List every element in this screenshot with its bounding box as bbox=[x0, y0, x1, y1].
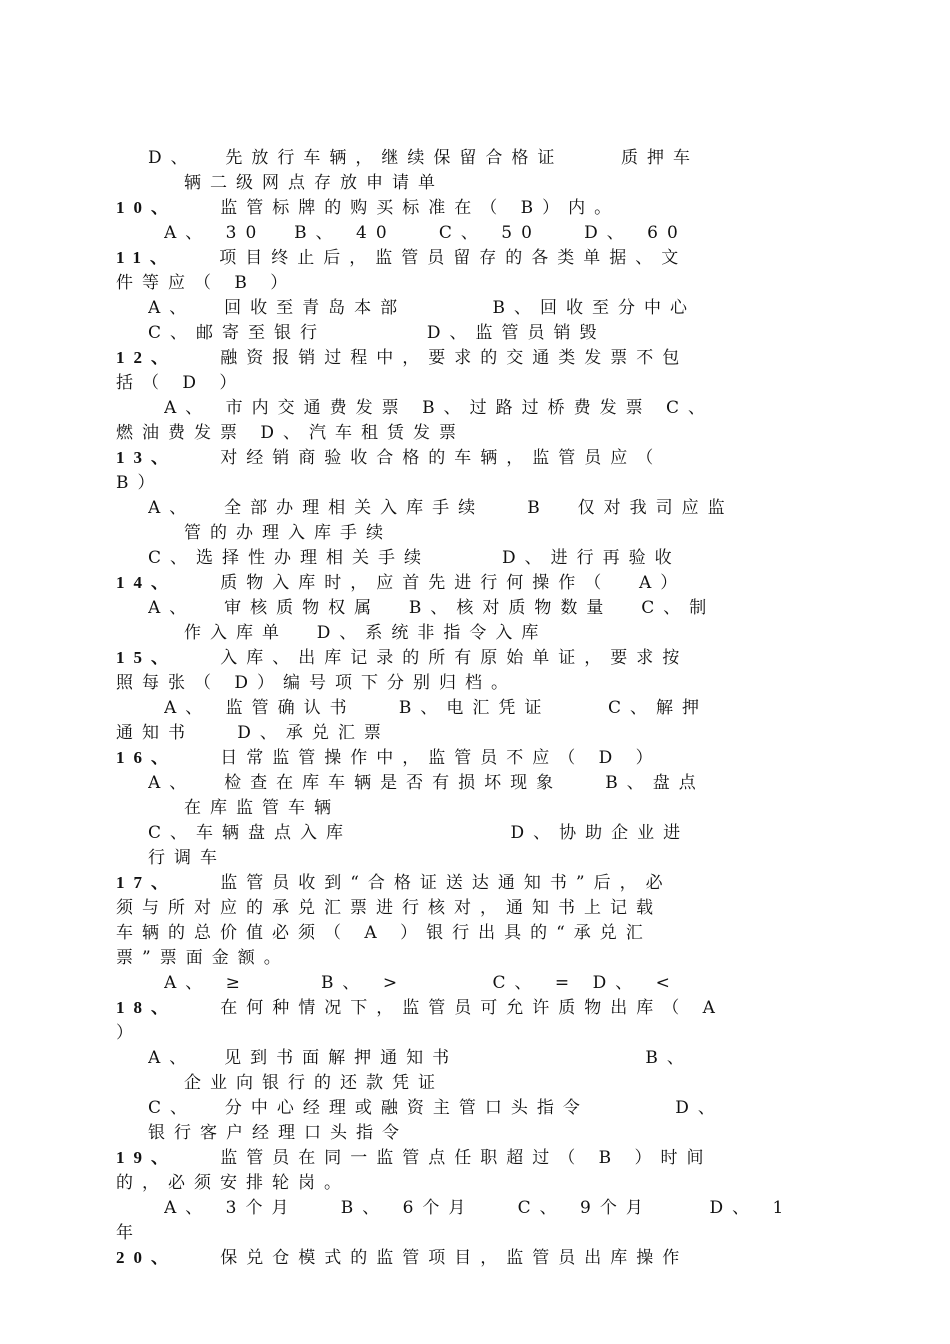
text-line bbox=[116, 448, 826, 468]
question-number: 17、 bbox=[116, 873, 177, 892]
text-line: ） bbox=[116, 1023, 142, 1043]
text-line: 在库监管车辆 bbox=[184, 798, 340, 818]
text-line: A、 回收至青岛本部 B、回收至分中心 bbox=[148, 298, 696, 318]
question-number: 20、 bbox=[116, 1248, 177, 1267]
text-line bbox=[116, 873, 826, 893]
text-line: 车辆的总价值必须（ A ）银行出具的“承兑汇 bbox=[116, 923, 652, 943]
text-line: 辆二级网点存放申请单 bbox=[184, 173, 444, 193]
text-line: A、 检查在库车辆是否有损坏现象 B、盘点 bbox=[148, 773, 705, 793]
text-line bbox=[116, 1248, 826, 1268]
question-text: 质物入库时，应首先进行何操作（ A） bbox=[177, 573, 687, 593]
text-line: 企业向银行的还款凭证 bbox=[184, 1073, 444, 1093]
question-number: 16、 bbox=[116, 748, 177, 767]
text-line: C、选择性办理相关手续 D、进行再验收 bbox=[148, 548, 681, 568]
text-line: 票”票面金额。 bbox=[116, 948, 290, 968]
text-line: 燃油费发票 D、汽车租赁发票 bbox=[116, 423, 466, 443]
text-line: 照每张（ D）编号项下分别归档。 bbox=[116, 673, 518, 693]
text-line: 年 bbox=[116, 1223, 142, 1243]
text-line: 件等应（ B ） bbox=[116, 273, 297, 293]
text-line: 的，必须安排轮岗。 bbox=[116, 1173, 350, 1193]
text-line: A、 见到书面解押通知书 B、 bbox=[148, 1048, 693, 1068]
question-number: 11、 bbox=[116, 248, 177, 267]
question-number: 12、 bbox=[116, 348, 177, 367]
text-line: 管的办理入库手续 bbox=[184, 523, 392, 543]
text-line: B） bbox=[116, 473, 164, 493]
text-line: 行调车 bbox=[148, 848, 226, 868]
text-line: 括（ D ） bbox=[116, 373, 246, 393]
text-line: A、 ≥ B、 > C、 = D、 < bbox=[164, 973, 679, 993]
text-line bbox=[116, 348, 826, 368]
text-line: 作入库单 D、系统非指令入库 bbox=[184, 623, 548, 643]
text-line: A、 全部办理相关入库手续 B 仅对我司应监 bbox=[148, 498, 734, 518]
text-line bbox=[116, 1148, 826, 1168]
text-line: C、邮寄至银行 D、监管员销毁 bbox=[148, 323, 606, 343]
text-line: 通知书 D、承兑汇票 bbox=[116, 723, 390, 743]
text-line: 银行客户经理口头指令 bbox=[148, 1123, 408, 1143]
text-line bbox=[116, 648, 826, 668]
text-line: 须与所对应的承兑汇票进行核对，通知书上记载 bbox=[116, 898, 662, 918]
question-text: 保兑仓模式的监管项目，监管员出库操作 bbox=[177, 1248, 689, 1268]
question-text: 监管标牌的购买标准在（ B）内。 bbox=[177, 198, 621, 218]
text-line: A、 监管确认书 B、电汇凭证 C、解押 bbox=[164, 698, 709, 718]
question-text: 对经销商验收合格的车辆，监管员应（ bbox=[177, 448, 663, 468]
text-line bbox=[116, 748, 826, 768]
question-text: 在何种情况下，监管员可允许质物出库（ A bbox=[177, 998, 724, 1018]
text-line: A、 30 B、 40 C、 50 D、 60 bbox=[164, 223, 687, 243]
question-number: 18、 bbox=[116, 998, 177, 1017]
question-number: 13、 bbox=[116, 448, 177, 467]
text-line: D、 先放行车辆，继续保留合格证 质押车 bbox=[148, 148, 700, 168]
question-text: 融资报销过程中，要求的交通类发票不包 bbox=[177, 348, 689, 368]
question-text: 项目终止后，监管员留存的各类单据、文 bbox=[176, 248, 688, 268]
text-line: A、 市内交通费发票 B、过路过桥费发票 C、 bbox=[164, 398, 714, 418]
text-line bbox=[116, 248, 826, 268]
text-line: C、 分中心经理或融资主管口头指令 D、 bbox=[148, 1098, 724, 1118]
question-text: 入库、出库记录的所有原始单证，要求按 bbox=[177, 648, 689, 668]
question-text: 监管员收到“合格证送达通知书”后，必 bbox=[177, 873, 672, 893]
text-line: C、车辆盘点入库 D、协助企业进 bbox=[148, 823, 690, 843]
question-text: 日常监管操作中，监管员不应（ D ） bbox=[177, 748, 662, 768]
text-line: A、 审核质物权属 B、核对质物数量 C、制 bbox=[148, 598, 716, 618]
question-text: 监管员在同一监管点任职超过（ B ）时间 bbox=[177, 1148, 713, 1168]
question-number: 15、 bbox=[116, 648, 177, 667]
text-line bbox=[116, 998, 826, 1018]
text-line bbox=[116, 198, 826, 218]
text-line: A、 3个月 B、 6个月 C、 9个月 D、 1 bbox=[164, 1198, 793, 1218]
question-number: 19、 bbox=[116, 1148, 177, 1167]
question-number: 14、 bbox=[116, 573, 177, 592]
text-line bbox=[116, 573, 826, 593]
question-number: 10、 bbox=[116, 198, 177, 217]
